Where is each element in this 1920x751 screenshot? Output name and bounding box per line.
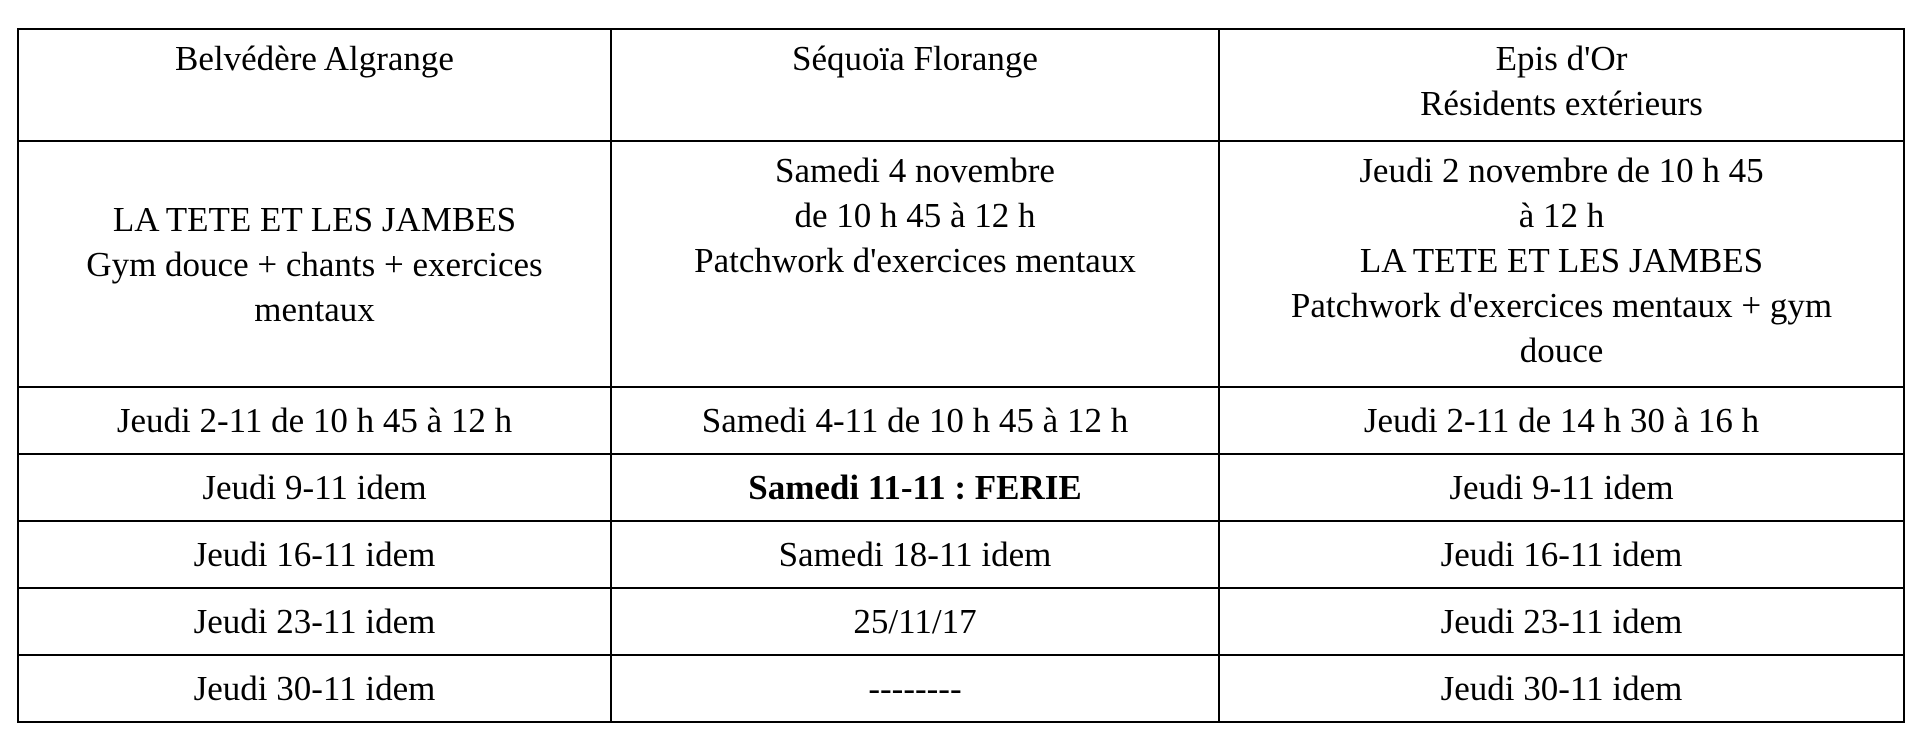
header-cell-sequoia — [611, 29, 1219, 141]
description-line: douce — [1519, 331, 1604, 370]
header-line: Séquoïa Florange — [792, 39, 1038, 78]
description-line: de 10 h 45 à 12 h — [794, 196, 1036, 235]
description-line: Samedi 4 novembre — [775, 151, 1055, 190]
description-line: LA TETE ET LES JAMBES — [112, 199, 517, 239]
table-row — [18, 387, 1904, 454]
date-cell-sequoia: 25/11/17 — [611, 588, 1219, 655]
date-cell-sequoia: Samedi 4-11 de 10 h 45 à 12 h — [611, 387, 1219, 454]
holiday-cell-sequoia: Samedi 11-11 : FERIE — [611, 454, 1219, 521]
date-cell-epis-dor: Jeudi 23-11 idem — [1219, 588, 1904, 655]
table-row — [18, 454, 1904, 521]
table-row — [18, 521, 1904, 588]
header-cell-belvedere — [18, 29, 611, 141]
description-line: mentaux — [254, 289, 375, 329]
date-cell-belvedere: Jeudi 30-11 idem — [18, 655, 611, 722]
header-line: Belvédère Algrange — [175, 39, 454, 78]
description-cell-epis-dor — [1219, 141, 1904, 387]
description-line: Gym douce + chants + exercices — [86, 244, 543, 284]
description-line: LA TETE ET LES JAMBES — [1359, 241, 1764, 280]
header-cell-epis-dor — [1219, 29, 1904, 141]
description-line: Patchwork d'exercices mentaux + gym — [1290, 286, 1833, 325]
table-row — [18, 588, 1904, 655]
date-cell-epis-dor: Jeudi 30-11 idem — [1219, 655, 1904, 722]
schedule-table — [17, 28, 1905, 723]
description-line: Patchwork d'exercices mentaux — [694, 241, 1136, 280]
description-cell-sequoia — [611, 141, 1219, 387]
description-row — [18, 141, 1904, 387]
table-row — [18, 655, 1904, 722]
date-cell-epis-dor: Jeudi 16-11 idem — [1219, 521, 1904, 588]
header-row — [18, 29, 1904, 141]
date-cell-epis-dor: Jeudi 9-11 idem — [1219, 454, 1904, 521]
description-cell-belvedere — [18, 141, 611, 387]
description-line: à 12 h — [1518, 196, 1605, 235]
date-cell-belvedere: Jeudi 16-11 idem — [18, 521, 611, 588]
date-cell-sequoia: -------- — [611, 655, 1219, 722]
date-cell-belvedere: Jeudi 2-11 de 10 h 45 à 12 h — [18, 387, 611, 454]
schedule-table-container — [17, 28, 1903, 723]
header-line: Résidents extérieurs — [1420, 84, 1703, 123]
date-cell-epis-dor: Jeudi 2-11 de 14 h 30 à 16 h — [1219, 387, 1904, 454]
date-cell-belvedere: Jeudi 23-11 idem — [18, 588, 611, 655]
date-cell-belvedere: Jeudi 9-11 idem — [18, 454, 611, 521]
description-line: Jeudi 2 novembre de 10 h 45 — [1359, 151, 1764, 190]
date-cell-sequoia: Samedi 18-11 idem — [611, 521, 1219, 588]
header-line: Epis d'Or — [1495, 39, 1628, 78]
